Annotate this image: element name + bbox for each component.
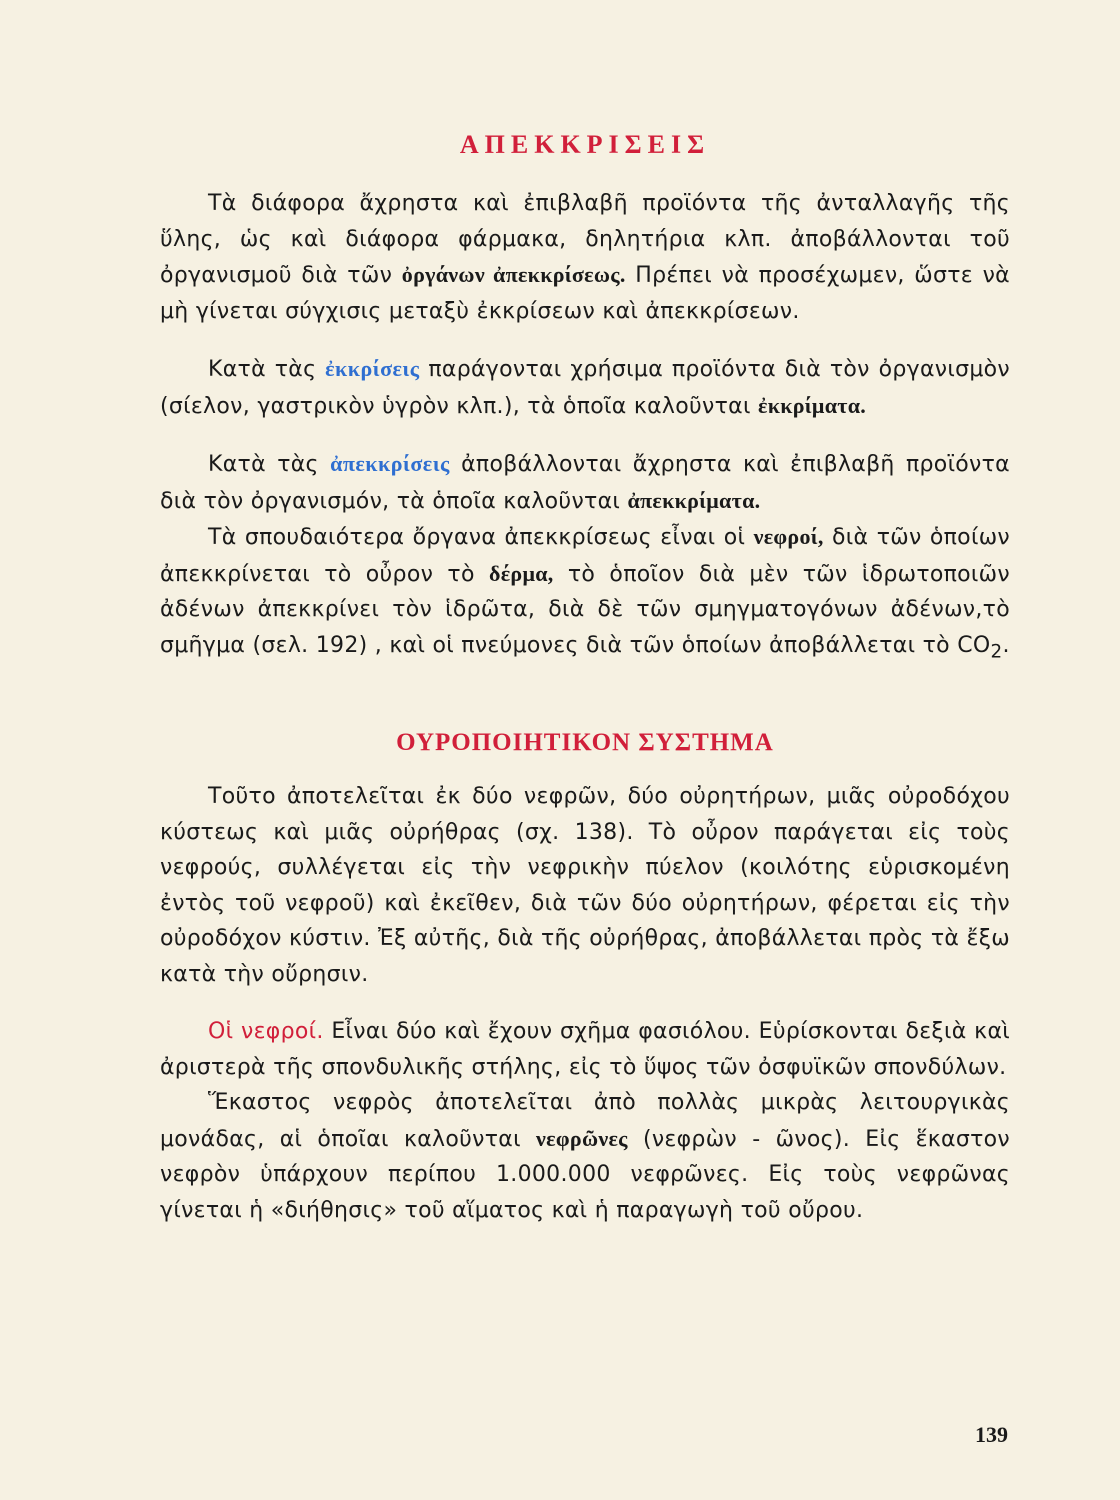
text: Πρέπει νὰ προσέχωμεν, ὥστε νὰ μὴ γίνεται σύγχισις μεταξὺ ἐκκρίσεων καὶ ἀπεκκρίσεων. [160, 263, 1010, 324]
section-title-urinary-system: ΟΥΡΟΠΟΙΗΤΙΚΟΝ ΣΥΣΤΗΜΑ [396, 729, 774, 757]
paragraph-urinary-system: Τοῦτο ἀποτελεῖται ἐκ δύο νεφρῶν, δύο οὐρητήρων, μιᾶς οὐροδόχου κύστεως καὶ μιᾶς οὐρήθρας (σχ. 138). Τὸ οὖρον παράγεται εἰς τοὺς νεφρούς, συλλέγεται εἰς τὴν νεφρικὴν πύελον (κοιλότης εὑρισκομένη ἐντὸς τοῦ νεφροῦ) καὶ ἐκεῖθεν, διὰ τῶν δύο οὐρητήρων, φέρεται εἰς τὴν οὐροδόχον κύστιν. Ἐξ αὐτῆς, διὰ τῆς οὐρήθρας, ἀποβάλλεται πρὸς τὰ ἔξω κατὰ τὴν οὔρησιν. [160, 784, 1010, 987]
text: διὰ τῶν ὁποίων ἀπεκκρίνεται τὸ οὖρον τὸ [160, 525, 1011, 587]
text: ἀποβάλλονται ἄχρηστα καὶ ἐπιβλαβῆ προϊόντα διὰ τὸν ὀργανισμόν, τὰ ὁποῖα καλοῦνται [160, 452, 1010, 514]
paragraph-excretion-intro [160, 186, 1010, 329]
text: Κατὰ τὰς [208, 357, 326, 382]
text: Εἶναι δύο καὶ ἔχουν σχῆμα φασιόλου. Εὑρίσκονται δεξιὰ καὶ ἀριστερὰ τῆς σπονδυλικῆς στήλης, εἰς τὸ ὕψος τῶν ὀσφυϊκῶν σπονδύλων. [160, 1019, 1010, 1080]
bold-term: νεφροί, [753, 524, 824, 549]
bold-term: ἐκκρίματα. [758, 392, 867, 418]
text: Τὰ σπουδαιότερα ὄργανα ἀπεκκρίσεως εἶναι οἱ [208, 525, 754, 550]
highlight-term: ἐκκρίσεις [325, 356, 420, 381]
paragraph-kidneys [160, 1014, 1010, 1085]
bold-term: νεφρῶνες [536, 1125, 628, 1151]
subscript: 2 [990, 640, 1003, 662]
text: Κατὰ τὰς [208, 452, 331, 477]
section-title-excretion: ΑΠΕΚΚΡΙΣΕΙΣ [459, 130, 711, 159]
red-term: Οἱ νεφροί. [208, 1019, 324, 1045]
paragraph-secretions [160, 351, 1010, 424]
bold-term: δέρμα, [488, 560, 554, 586]
text: Ἕκαστος νεφρὸς ἀποτελεῖται ἀπὸ πολλὰς μικρὰς λειτουργικὰς μονάδας, αἱ ὁποῖαι καλοῦνται [160, 1090, 1010, 1152]
bold-term: ἀπεκκρίματα. [627, 487, 761, 513]
paragraph-nephrons [160, 1085, 1010, 1228]
text: παράγονται χρήσιμα προϊόντα διὰ τὸν ὀργανισμὸν (σίελον, γαστρικὸν ὑγρὸν κλπ.), τὰ ὁποῖα καλοῦνται [160, 357, 1010, 419]
text: (νεφρὼν - ῶνος). Εἰς ἕκαστον νεφρὸν ὑπάρχουν περίπου 1.000.000 νεφρῶνες. Εἰς τοὺς νεφρῶνας γίνεται ἡ «διήθησις» τοῦ αἵματος καὶ ἡ παραγωγὴ τοῦ οὔρου. [160, 1126, 1010, 1223]
text: Τὰ διάφορα ἄχρηστα καὶ ἐπιβλαβῆ προϊόντα τῆς ἀνταλλαγῆς τῆς ὕλης, ὡς καὶ διάφορα φάρμακα, δηλητήρια κλπ. ἀποβάλλονται τοῦ ὀργανισμοῦ διὰ τῶν [160, 191, 1010, 288]
paragraph-excretory-organs [160, 519, 1010, 669]
highlight-term: ἀπεκκρίσεις [330, 451, 450, 476]
paragraph-excretions [160, 446, 1010, 519]
page-content [160, 130, 1010, 1250]
text: τὸ ὁποῖον διὰ μὲν τῶν ἱδρωτοποιῶν ἀδένων ἀπεκκρίνει τὸν ἱδρῶτα, διὰ δὲ τῶν σμηγματογόνων ἀδένων,τὸ σμῆγμα (σελ. 192) , καὶ οἱ πνεύμονες διὰ τῶν ὁποίων ἀποβάλλεται τὸ CO [160, 561, 1010, 658]
page-number: 139 [975, 1422, 1008, 1447]
text: . [1002, 632, 1010, 658]
bold-term: ὀργάνων ἀπεκκρίσεως. [401, 262, 626, 287]
